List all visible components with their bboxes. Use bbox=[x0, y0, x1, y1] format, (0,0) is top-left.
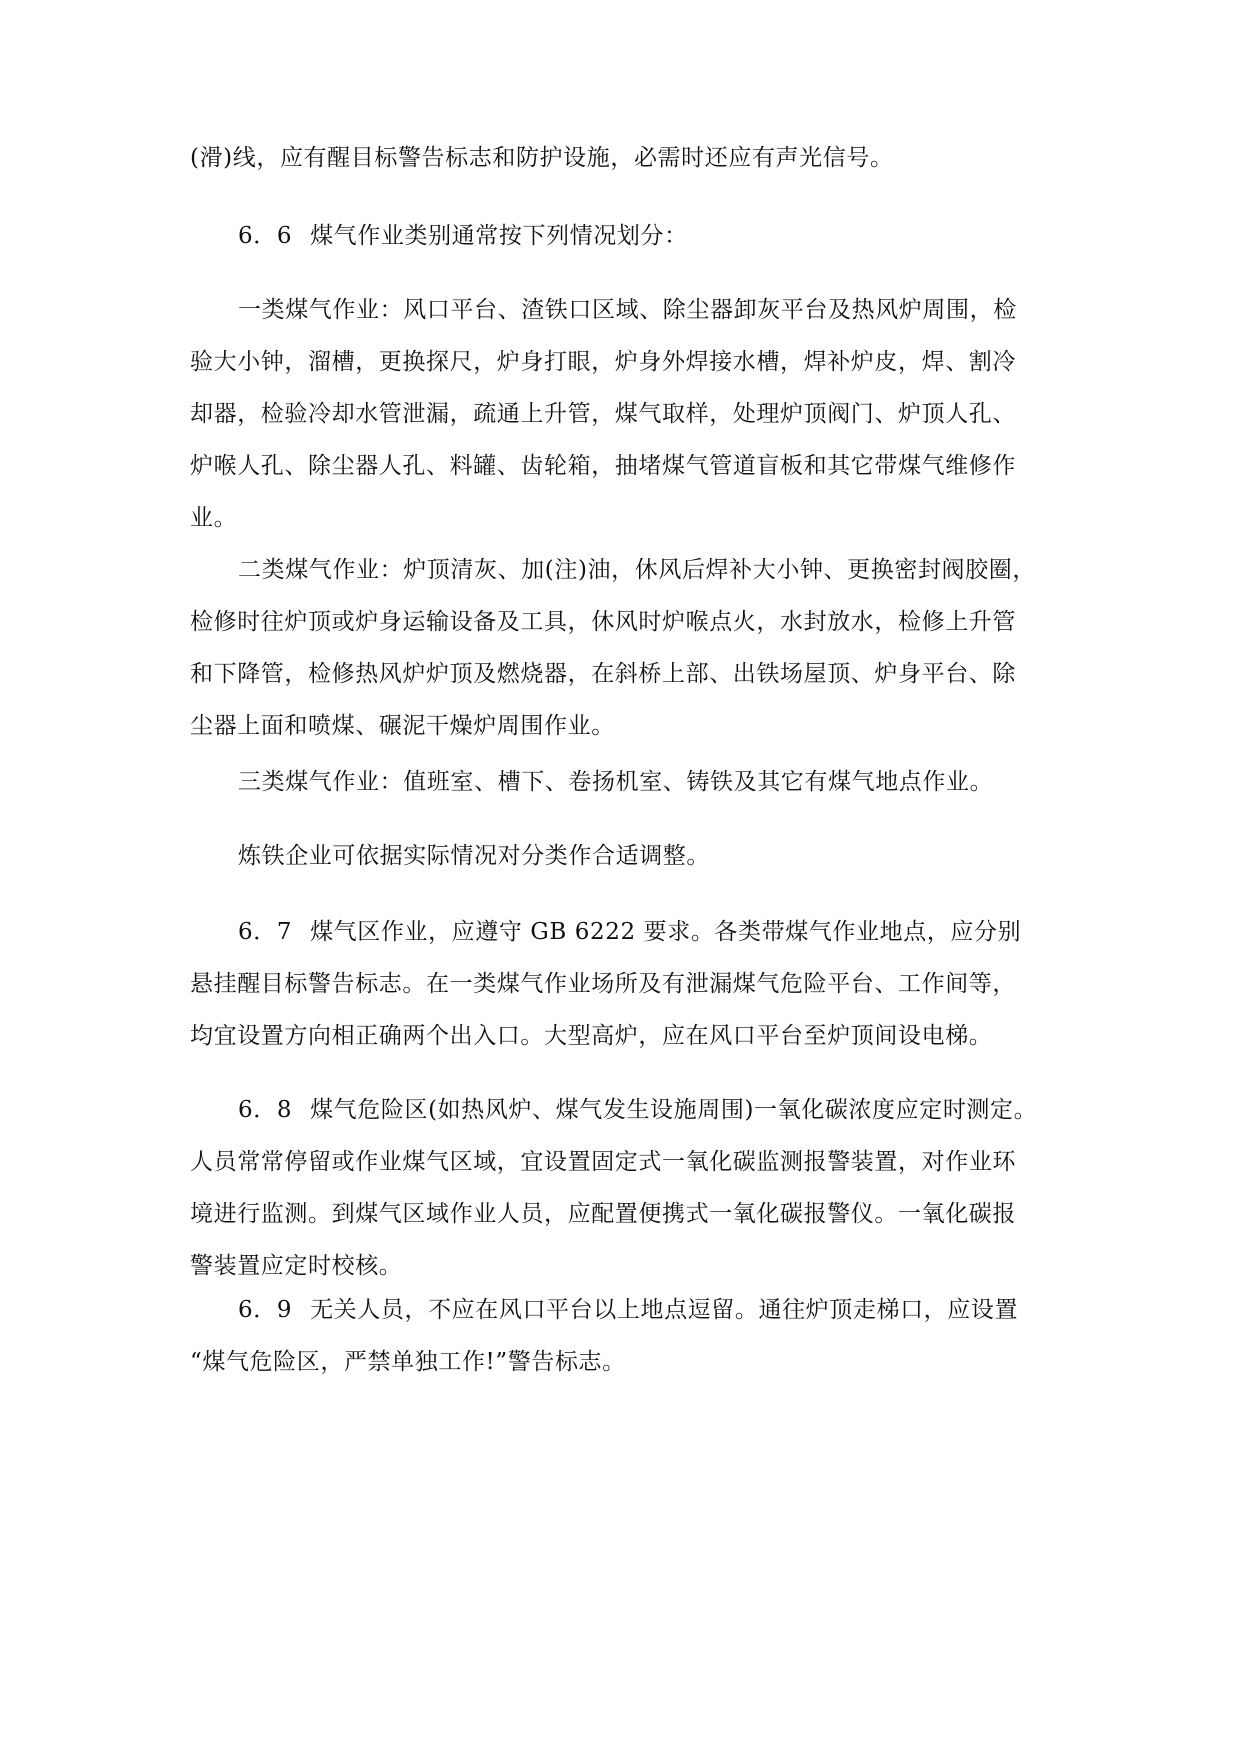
clause-number: 6．8 bbox=[238, 1097, 293, 1123]
text-line: 炉喉人孔、除尘器人孔、料罐、齿轮箱，抽堵煤气管道盲板和其它带煤气维修作 bbox=[190, 453, 1016, 479]
clause-6-7 bbox=[190, 906, 1070, 1062]
paragraph-continuation bbox=[190, 132, 1070, 184]
paragraph-class-three bbox=[190, 756, 1070, 808]
text-line: 三类煤气作业：值班室、槽下、卷扬机室、铸铁及其它有煤气地点作业。 bbox=[238, 769, 994, 795]
text-line: 无关人员，不应在风口平台以上地点逗留。通往炉顶走梯口，应设置 bbox=[310, 1297, 1019, 1323]
text-line: 一类煤气作业：风口平台、渣铁口区域、除尘器卸灰平台及热风炉周围，检 bbox=[238, 297, 1017, 323]
text-line: 警装置应定时校核。 bbox=[190, 1253, 403, 1279]
text-line: 业。 bbox=[190, 505, 238, 531]
clause-6-6 bbox=[190, 210, 1070, 262]
clause-6-9 bbox=[190, 1284, 1070, 1388]
text-line: 和下降管，检修热风炉炉顶及燃烧器，在斜桥上部、出铁场屋顶、炉身平台、除 bbox=[190, 661, 1016, 687]
text-line: 均宜设置方向相正确两个出入口。大型高炉，应在风口平台至炉顶间设电梯。 bbox=[190, 1023, 993, 1049]
paragraph-class-two bbox=[190, 544, 1070, 752]
clause-text: 煤气作业类别通常按下列情况划分： bbox=[310, 223, 688, 249]
text-line: “煤气危险区，严禁单独工作!”警告标志。 bbox=[190, 1349, 626, 1375]
text-line: 煤气区作业，应遵守 GB 6222 要求。各类带煤气作业地点，应分别 bbox=[310, 919, 1022, 945]
clause-number: 6．7 bbox=[238, 919, 293, 945]
text-line: 却器，检验冷却水管泄漏，疏通上升管，煤气取样，处理炉顶阀门、炉顶人孔、 bbox=[190, 401, 1016, 427]
text-line: 境进行监测。到煤气区域作业人员，应配置便携式一氧化碳报警仪。一氧化碳报 bbox=[190, 1201, 1016, 1227]
text-line: 炼铁企业可依据实际情况对分类作合适调整。 bbox=[238, 843, 710, 869]
text-line: 检修时往炉顶或炉身运输设备及工具，休风时炉喉点火，水封放水，检修上升管 bbox=[190, 609, 1016, 635]
text-line: 悬挂醒目标警告标志。在一类煤气作业场所及有泄漏煤气危险平台、工作间等， bbox=[190, 971, 1016, 997]
paragraph-adjustment-note bbox=[190, 830, 1070, 882]
text-line: (滑)线，应有醒目标警告标志和防护设施，必需时还应有声光信号。 bbox=[190, 145, 894, 171]
paragraph-class-one bbox=[190, 284, 1070, 544]
clause-number: 6．6 bbox=[238, 223, 293, 249]
clause-6-8 bbox=[190, 1084, 1070, 1292]
text-line: 人员常常停留或作业煤气区域，宜设置固定式一氧化碳监测报警装置，对作业环 bbox=[190, 1149, 1016, 1175]
text-line: 验大小钟，溜槽，更换探尺，炉身打眼，炉身外焊接水槽，焊补炉皮，焊、割冷 bbox=[190, 349, 1016, 375]
text-line: 煤气危险区(如热风炉、煤气发生设施周围)一氧化碳浓度应定时测定。 bbox=[310, 1097, 1038, 1123]
clause-number: 6．9 bbox=[238, 1297, 293, 1323]
text-line: 尘器上面和喷煤、碾泥干燥炉周围作业。 bbox=[190, 713, 615, 739]
text-line: 二类煤气作业：炉顶清灰、加(注)油，休风后焊补大小钟、更换密封阀胶圈， bbox=[238, 557, 1036, 583]
